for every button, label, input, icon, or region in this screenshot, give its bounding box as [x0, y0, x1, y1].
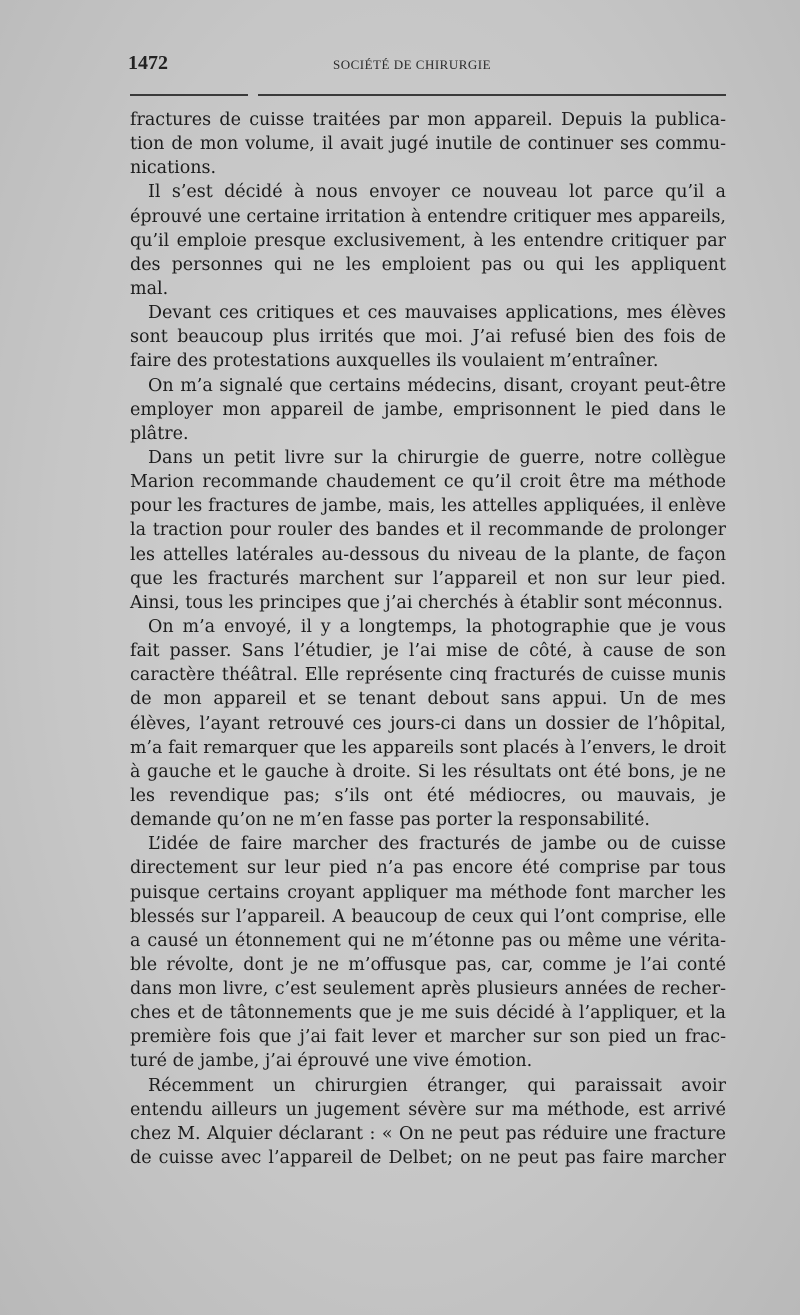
text-line: Il s’est décidé à nous envoyer ce nouveau lot parce qu’il a — [148, 182, 726, 203]
text-line: On m’a signalé que certains médecins, disant, croyant peut-être — [148, 375, 726, 396]
text-line: On m’a envoyé, il y a longtemps, la photographie que je vous — [148, 616, 726, 637]
text-line: la traction pour rouler des bandes et il recommande de prolonger — [130, 520, 726, 541]
text-line: qu’il emploie presque exclusivement, à les entendre critiquer par — [130, 230, 726, 251]
text-line: première fois que j’ai fait lever et marcher sur son pied un frac- — [130, 1027, 726, 1048]
text-line: les attelles latérales au-dessous du niveau de la plante, de façon — [130, 544, 726, 565]
text-line: nications. — [130, 158, 217, 179]
text-line: Marion recommande chaudement ce qu’il croit être ma méthode — [130, 472, 726, 493]
text-line: puisque certains croyant appliquer ma méthode font marcher les — [130, 882, 726, 903]
text-line: dans mon livre, c’est seulement après plusieurs années de recher- — [130, 979, 726, 1000]
text-line: demande qu’on ne m’en fasse pas porter la responsabilité. — [130, 810, 650, 831]
text-line: que les fracturés marchent sur l’appareil et non sur leur pied. — [130, 568, 726, 589]
text-line: directement sur leur pied n’a pas encore été comprise par tous — [130, 858, 726, 879]
text-line: fractures de cuisse traitées par mon appareil. Depuis la publica- — [130, 110, 726, 130]
text-line: Devant ces critiques et ces mauvaises applications, mes élèves — [148, 303, 726, 324]
text-line: Ainsi, tous les principes que j’ai cherchés à établir sont méconnus. — [130, 592, 723, 613]
text-line: mal. — [130, 278, 169, 299]
text-line: ble révolte, dont je ne m’offusque pas, car, comme je l’ai conté — [130, 954, 726, 975]
header-rule-left — [130, 94, 248, 96]
text-line: sont beaucoup plus irrités que moi. J’ai refusé bien des fois de — [130, 327, 726, 348]
text-line: tion de mon volume, il avait jugé inutile de continuer ses commu- — [130, 134, 726, 155]
text-line: blessés sur l’appareil. A beaucoup de ceux qui l’ont comprise, elle — [130, 906, 726, 927]
text-line: turé de jambe, j’ai éprouvé une vive émotion. — [130, 1051, 533, 1072]
text-line: L’idée de faire marcher des fracturés de jambe ou de cuisse — [148, 834, 726, 855]
body-text — [130, 108, 726, 1170]
text-line: a causé un étonnement qui ne m’étonne pas ou même une vérita- — [130, 930, 726, 951]
text-line: faire des protestations auxquelles ils voulaient m’entraîner. — [130, 351, 659, 372]
running-head: SOCIÉTÉ DE CHIRURGIE — [333, 57, 492, 72]
text-line: caractère théâtral. Elle représente cinq fracturés de cuisse munis — [130, 665, 726, 686]
text-line: des personnes qui ne les emploient pas ou qui les appliquent — [130, 254, 726, 275]
text-line: chez M. Alquier déclarant : « On ne peut pas réduire une fracture — [130, 1123, 726, 1144]
text-line: employer mon appareil de jambe, emprisonnent le pied dans le — [130, 399, 726, 420]
text-line: les revendique pas; s’ils ont été médiocres, ou mauvais, je — [130, 785, 726, 806]
text-line: fait passer. Sans l’étudier, je l’ai mise de côté, à cause de son — [130, 641, 726, 662]
text-line: de mon appareil et se tenant debout sans appui. Un de mes — [130, 689, 726, 710]
text-line: Dans un petit livre sur la chirurgie de guerre, notre collègue — [148, 447, 726, 468]
text-line: éprouvé une certaine irritation à entendre critiquer mes appareils, — [130, 206, 726, 227]
page-header — [128, 52, 726, 76]
text-line: élèves, l’ayant retrouvé ces jours-ci dans un dossier de l’hôpital, — [130, 713, 726, 734]
page-number: 1472 — [128, 52, 168, 74]
text-line: ches et de tâtonnements que je me suis décidé à l’appliquer, et la — [130, 1003, 726, 1024]
text-line: entendu ailleurs un jugement sévère sur ma méthode, est arrivé — [130, 1099, 726, 1120]
text-line: plâtre. — [130, 423, 189, 444]
text-line: à gauche et le gauche à droite. Si les résultats ont été bons, je ne — [130, 761, 726, 782]
header-rule-right — [258, 94, 726, 96]
text-line: m’a fait remarquer que les appareils sont placés à l’envers, le droit — [130, 737, 726, 758]
text-line: Récemment un chirurgien étranger, qui paraissait avoir — [148, 1075, 726, 1096]
text-line: pour les fractures de jambe, mais, les attelles appliquées, il enlève — [130, 496, 726, 517]
text-line: de cuisse avec l’appareil de Delbet; on ne peut pas faire marcher — [130, 1148, 726, 1169]
